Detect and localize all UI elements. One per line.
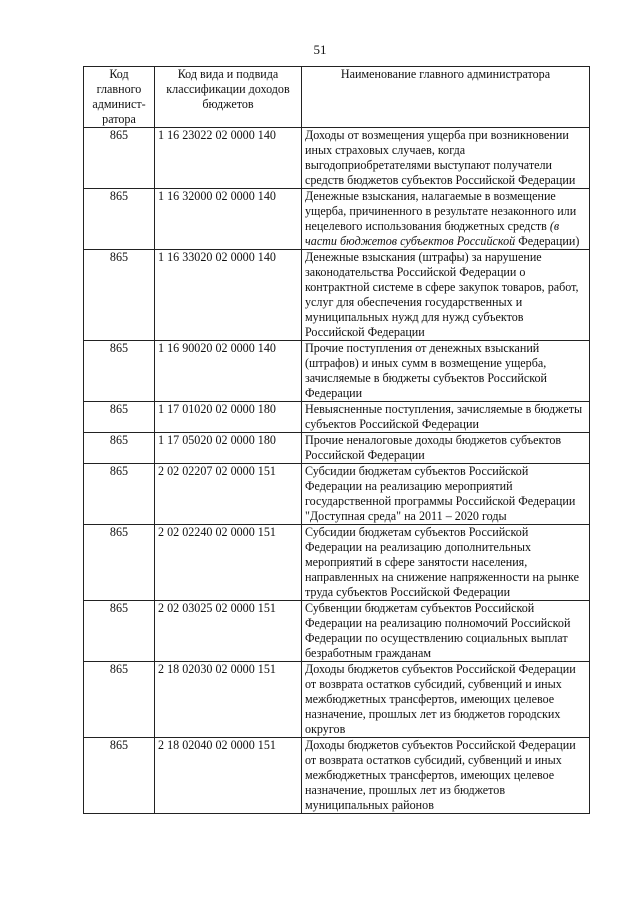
header-admin-name: Наименование главного администратора	[302, 67, 590, 128]
cell-admin-name-italic-note: (в части бюджетов субъектов Российской	[305, 219, 560, 248]
cell-admin-name: Субвенции бюджетам субъектов Российской Федерации на реализацию полномочий Российской Федерации по осуществлению социальных выплат безработным гражданам	[302, 601, 590, 662]
table-row	[84, 662, 590, 738]
table-row	[84, 402, 590, 433]
cell-admin-code: 865	[84, 738, 155, 814]
cell-admin-code: 865	[84, 601, 155, 662]
cell-admin-code: 865	[84, 128, 155, 189]
cell-admin-code: 865	[84, 189, 155, 250]
cell-admin-name: Прочие поступления от денежных взысканий (штрафов) и иных сумм в возмещение ущерба, зачисляемые в бюджеты субъектов Российской Федерации	[302, 341, 590, 402]
cell-admin-name: Денежные взыскания (штрафы) за нарушение законодательства Российской Федерации о контрактной системе в сфере закупок товаров, работ, услуг для обеспечения государственных и муниципальных нужд для нужд субъектов Российской Федерации	[302, 250, 590, 341]
cell-admin-name: Прочие неналоговые доходы бюджетов субъектов Российской Федерации	[302, 433, 590, 464]
cell-admin-code: 865	[84, 341, 155, 402]
cell-admin-name-text: Денежные взыскания, налагаемые в возмещение ущерба, причиненного в результате незаконного или нецелевого использования бюджетных средств	[305, 189, 577, 233]
cell-classification-code: 2 18 02030 02 0000 151	[155, 662, 302, 738]
table-row	[84, 464, 590, 525]
table-row	[84, 250, 590, 341]
table-row	[84, 738, 590, 814]
table-row	[84, 128, 590, 189]
cell-classification-code: 2 02 03025 02 0000 151	[155, 601, 302, 662]
cell-admin-name-tail: Федерации)	[515, 234, 580, 248]
cell-classification-code: 1 16 90020 02 0000 140	[155, 341, 302, 402]
cell-classification-code: 1 17 01020 02 0000 180	[155, 402, 302, 433]
cell-classification-code: 1 17 05020 02 0000 180	[155, 433, 302, 464]
cell-admin-code: 865	[84, 662, 155, 738]
cell-admin-name: Субсидии бюджетам субъектов Российской Федерации на реализацию мероприятий государственной программы Российской Федерации "Доступная среда" на 2011 – 2020 годы	[302, 464, 590, 525]
cell-admin-name: Субсидии бюджетам субъектов Российской Федерации на реализацию дополнительных мероприятий в сфере занятости населения, направленных на снижение напряженности на рынке труда субъектов Российской Федерации	[302, 525, 590, 601]
cell-classification-code: 1 16 33020 02 0000 140	[155, 250, 302, 341]
cell-admin-name: Доходы от возмещения ущерба при возникновении иных страховых случаев, когда выгодоприобретателями выступают получатели средств бюджетов субъектов Российской Федерации	[302, 128, 590, 189]
cell-classification-code: 2 02 02240 02 0000 151	[155, 525, 302, 601]
cell-admin-name: Невыясненные поступления, зачисляемые в бюджеты субъектов Российской Федерации	[302, 402, 590, 433]
cell-admin-name: Доходы бюджетов субъектов Российской Федерации от возврата остатков субсидий, субвенций и иных межбюджетных трансфертов, имеющих целевое назначение, прошлых лет из бюджетов городских округов	[302, 662, 590, 738]
cell-classification-code: 2 02 02207 02 0000 151	[155, 464, 302, 525]
header-classification-code: Код вида и подвида классификации доходов бюджетов	[155, 67, 302, 128]
header-admin-code: Код главного админист-ратора	[84, 67, 155, 128]
table-row	[84, 433, 590, 464]
cell-classification-code: 1 16 32000 02 0000 140	[155, 189, 302, 250]
table-row	[84, 189, 590, 250]
table-header-row	[84, 67, 590, 128]
cell-admin-code: 865	[84, 433, 155, 464]
cell-classification-code: 2 18 02040 02 0000 151	[155, 738, 302, 814]
cell-admin-name	[302, 189, 590, 250]
table-row	[84, 525, 590, 601]
cell-admin-code: 865	[84, 464, 155, 525]
table-row	[84, 341, 590, 402]
cell-admin-code: 865	[84, 402, 155, 433]
cell-classification-code: 1 16 23022 02 0000 140	[155, 128, 302, 189]
cell-admin-code: 865	[84, 250, 155, 341]
cell-admin-name: Доходы бюджетов субъектов Российской Федерации от возврата остатков субсидий, субвенций и иных межбюджетных трансфертов, имеющих целевое назначение, прошлых лет из бюджетов муниципальных районов	[302, 738, 590, 814]
cell-admin-code: 865	[84, 525, 155, 601]
table-row	[84, 601, 590, 662]
page-number: 51	[313, 42, 327, 57]
revenue-admin-table	[83, 66, 590, 814]
